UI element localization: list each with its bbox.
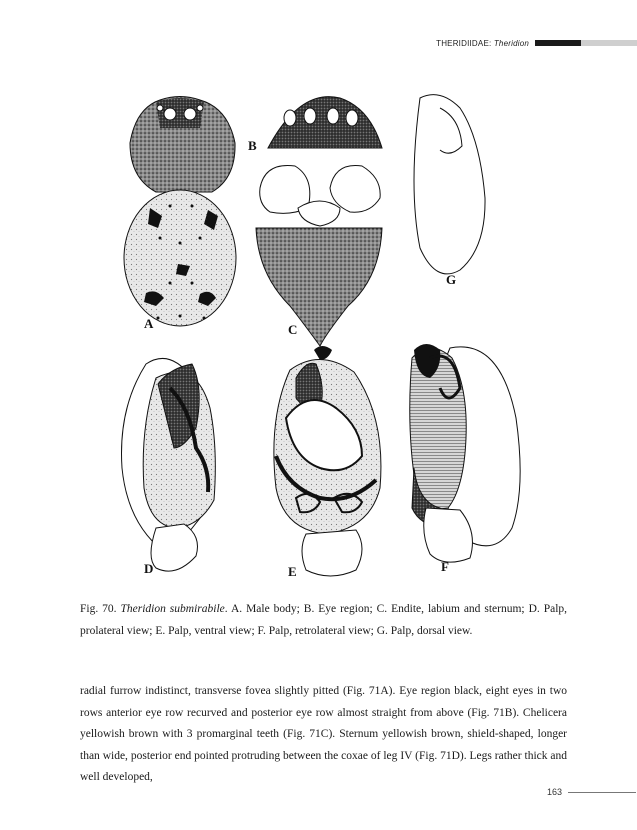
running-head: [436, 38, 637, 48]
caption-species: Theridion submirabile: [120, 603, 225, 615]
panel-label-e: E: [288, 564, 297, 579]
figure-caption: [80, 598, 567, 642]
panel-label-c: C: [288, 322, 298, 337]
figure-illustrations: [100, 88, 540, 588]
panel-b-eye-region: [268, 97, 382, 148]
panel-d-palp-prolateral: [122, 358, 216, 571]
panel-label-f: F: [441, 559, 449, 574]
panel-g-palp-dorsal: [414, 95, 485, 274]
panel-a-male-body: [124, 97, 236, 327]
panel-f-palp-retrolateral: [410, 344, 520, 562]
figure-plate: [100, 88, 540, 588]
page-number: 163: [547, 787, 563, 797]
page-footer: [547, 787, 636, 797]
running-head-bar-dark: [535, 40, 581, 46]
body-paragraph: radial furrow indistinct, transverse fovea slightly pitted (Fig. 71A). Eye region black, eight eyes in two rows anterior eye row recurved and posterior eye row almost straight from above (Fig. 71B). Chelicera yellowish brown with 3 promarginal teeth (Fig. 71C). Sternum yellowish brown, shield-shaped, longer than wide, posterior end pointed protruding between the coxae of leg IV (Fig. 71D). Legs rather thick and well developed,: [80, 685, 567, 783]
panel-c-endite-labium-sternum: [256, 165, 382, 346]
panel-e-palp-ventral: [274, 346, 381, 576]
panel-label-a: A: [144, 316, 154, 331]
panel-label-b: B: [248, 138, 257, 153]
panel-label-g: G: [446, 272, 457, 287]
running-head-text: THERIDIIDAE: Theridion: [436, 38, 529, 48]
body-text: [80, 681, 567, 789]
panel-label-d: D: [144, 561, 154, 576]
footer-rule: [568, 792, 636, 793]
caption-label: Fig. 70.: [80, 603, 117, 615]
running-head-bar-light: [581, 40, 637, 46]
caption-text: . A. Male body; B. Eye region; C. Endite, labium and sternum; D. Palp, prolateral view; E. Palp, ventral view; F. Palp, retrolateral view; G. Palp, dorsal view.: [80, 603, 568, 637]
